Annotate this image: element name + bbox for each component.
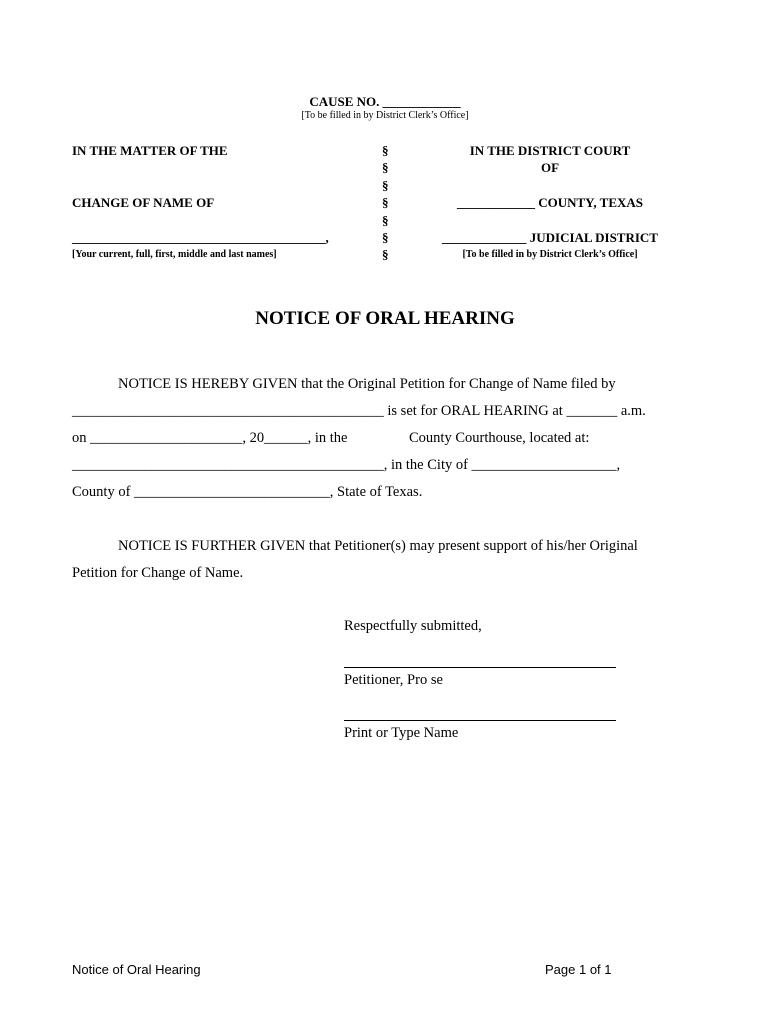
footer-title: Notice of Oral Hearing: [72, 962, 201, 977]
caption-name-note: [Your current, full, first, middle and last names]: [72, 249, 277, 260]
section-mark: §: [382, 213, 389, 228]
cause-number: CAUSE NO. ____________: [309, 94, 461, 109]
notice-line-3a: on _____________________, 20______, in the: [72, 430, 348, 446]
section-mark: §: [382, 178, 389, 193]
signature-line-petitioner: [344, 667, 616, 668]
section-mark: §: [382, 195, 389, 210]
notice-line-4: ___________________________________________, in the City of ____________________,: [72, 457, 621, 473]
document-title: NOTICE OF ORAL HEARING: [255, 308, 515, 329]
notice-line-3b: County Courthouse, located at:: [409, 430, 590, 446]
closing: Respectfully submitted,: [344, 618, 482, 634]
caption-of: OF: [540, 160, 560, 175]
further-notice-line-2: Petition for Change of Name.: [72, 565, 244, 581]
notice-line-5: County of ___________________________, State of Texas.: [72, 484, 423, 500]
caption-judicial-district: _____________ JUDICIAL DISTRICT: [442, 230, 658, 245]
section-mark: §: [382, 247, 389, 262]
section-mark: §: [382, 143, 389, 158]
signature-label-petitioner: Petitioner, Pro se: [344, 672, 443, 688]
caption-change-of-name: CHANGE OF NAME OF: [72, 195, 215, 210]
cause-number-note: [To be filled in by District Clerk’s Office]: [301, 110, 469, 121]
section-mark: §: [382, 230, 389, 245]
notice-line-1: NOTICE IS HEREBY GIVEN that the Original Petition for Change of Name filed by: [118, 376, 616, 392]
notice-line-2: ___________________________________________ is set for ORAL HEARING at _______ a.m.: [72, 403, 646, 419]
caption-county-texas: ____________ COUNTY, TEXAS: [456, 195, 643, 210]
further-notice-line-1: NOTICE IS FURTHER GIVEN that Petitioner(s) may present support of his/her Original: [118, 538, 638, 554]
caption-name-blank: _______________________________________,: [72, 230, 329, 245]
caption-district-note: [To be filled in by District Clerk’s Office]: [462, 249, 638, 260]
footer-page-number: Page 1 of 1: [545, 962, 612, 977]
section-mark: §: [382, 160, 389, 175]
signature-label-print-name: Print or Type Name: [344, 725, 459, 741]
signature-line-print-name: [344, 720, 616, 721]
caption-district-court: IN THE DISTRICT COURT: [469, 143, 631, 158]
caption-matter-of: IN THE MATTER OF THE: [72, 143, 228, 158]
